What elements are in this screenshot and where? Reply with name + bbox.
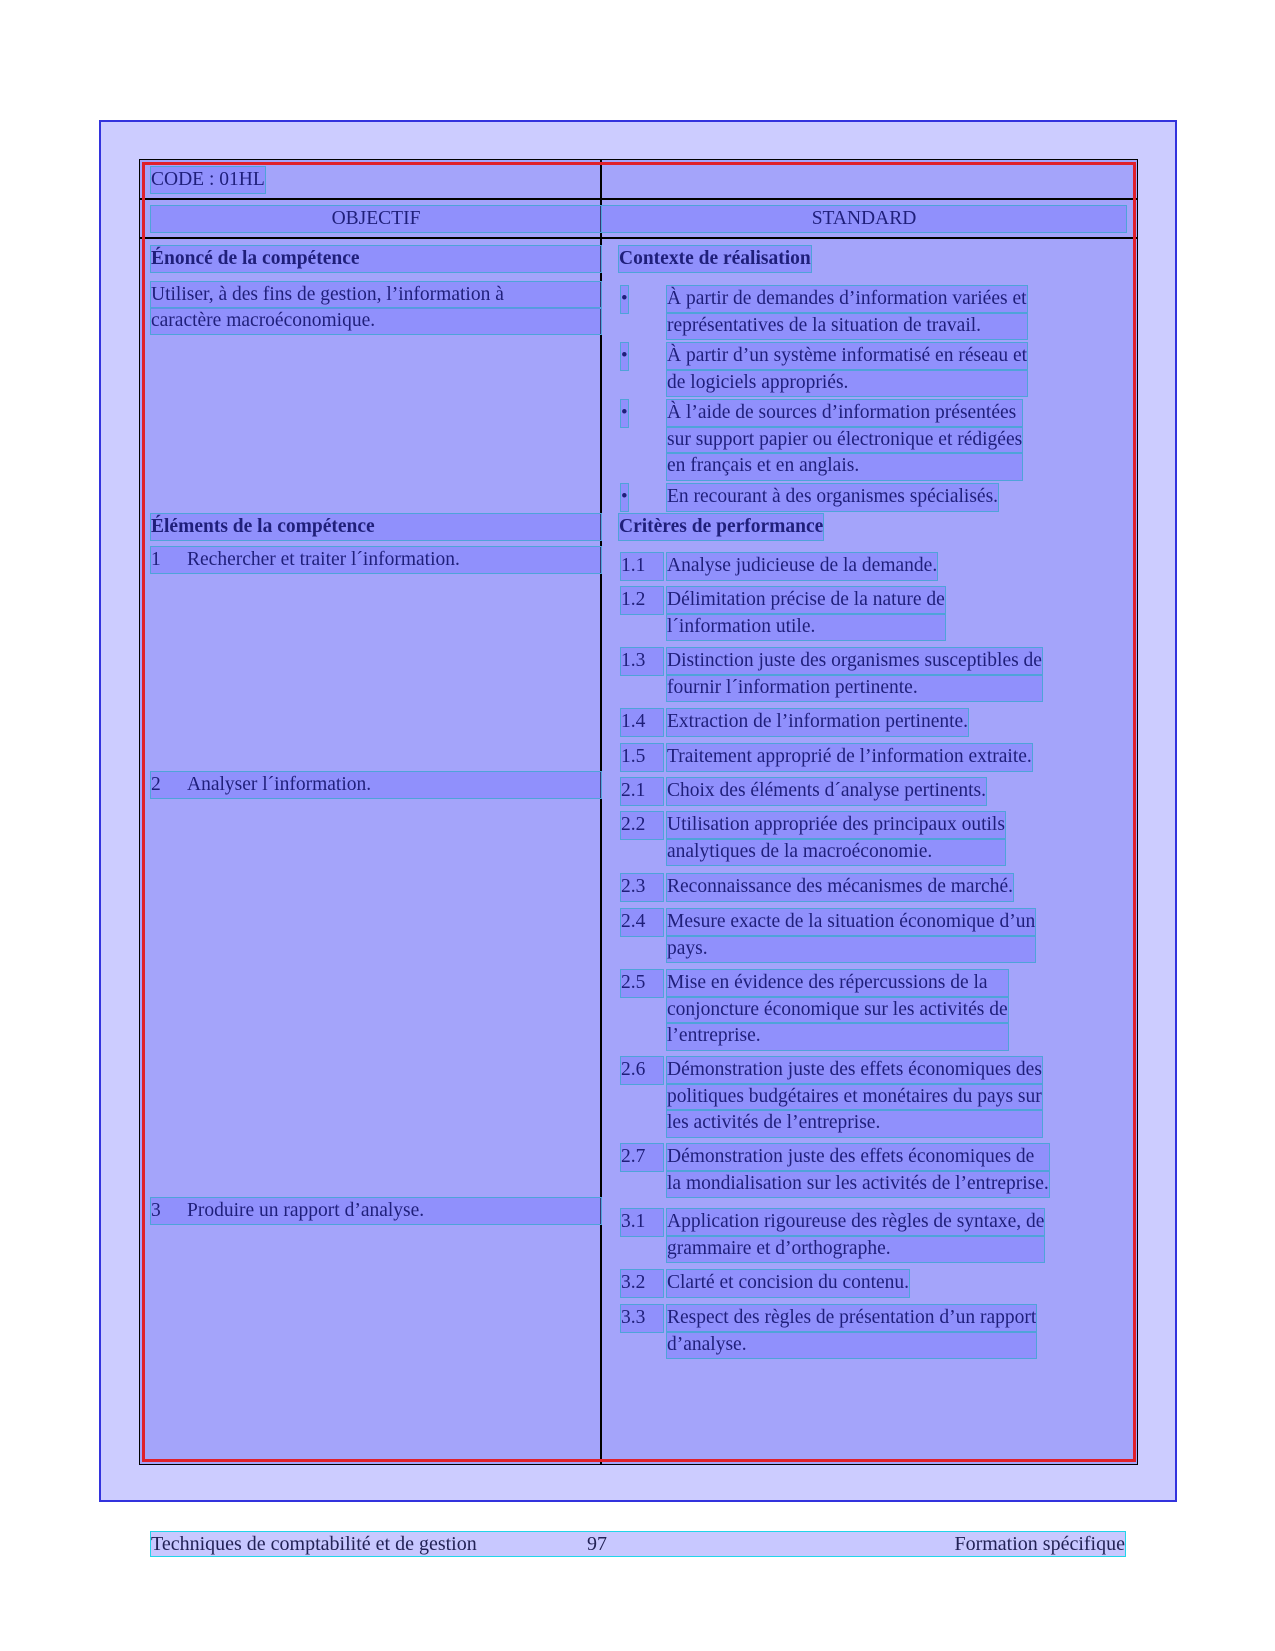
critere-line: Extraction de l’information pertinente.: [667, 709, 968, 736]
critere-line: politiques budgétaires et monétaires du pays sur: [667, 1084, 1042, 1111]
critere-line: analytiques de la macroéconomie.: [667, 839, 1005, 866]
page-footer: [151, 1532, 1125, 1556]
bullet-line: En recourant à des organismes spécialisés.: [667, 484, 998, 511]
contexte-title: Contexte de réalisation: [619, 246, 811, 272]
element-number: 3: [151, 1200, 161, 1221]
bullet-line: À l’aide de sources d’information présentées: [667, 400, 1022, 427]
bullet-line: représentatives de la situation de travail.: [667, 313, 1027, 340]
critere-line: les activités de l’entreprise.: [667, 1110, 1042, 1137]
critere-number: 2.7: [621, 1144, 663, 1171]
critere-number: 2.4: [621, 909, 663, 936]
element-text: Rechercher et traiter l´information.: [187, 549, 460, 570]
critere-line: fournir l´information pertinente.: [667, 675, 1042, 702]
footer-section: Formation spécifique: [954, 1533, 1125, 1555]
bullet-line: À partir de demandes d’information variées et: [667, 286, 1027, 313]
criteres-title: Critères de performance: [619, 514, 823, 540]
row-divider: [139, 237, 1138, 239]
critere-line: pays.: [667, 936, 1035, 963]
critere-line: Délimitation précise de la nature de: [667, 587, 945, 614]
standard-header: STANDARD: [602, 206, 1126, 232]
critere-number: 3.2: [621, 1270, 663, 1297]
critere-number: 2.3: [621, 874, 663, 901]
critere-line: l’entreprise.: [667, 1023, 1008, 1050]
critere-number: 3.3: [621, 1305, 663, 1332]
critere-line: d’analyse.: [667, 1332, 1036, 1359]
element-number: 2: [151, 774, 161, 795]
enonce-line: Utiliser, à des fins de gestion, l’information à: [151, 282, 601, 308]
bullet-icon: •: [621, 484, 628, 511]
element-item: [151, 547, 601, 573]
critere-number: 1.2: [621, 587, 663, 614]
bullet-icon: •: [621, 286, 628, 313]
column-divider: [600, 159, 602, 1465]
code-label: CODE : 01HL: [151, 167, 265, 193]
critere-line: Application rigoureuse des règles de syntaxe, de: [667, 1209, 1044, 1236]
critere-number: 2.2: [621, 812, 663, 839]
critere-number: 1.4: [621, 709, 663, 736]
critere-line: Analyse judicieuse de la demande.: [667, 553, 937, 580]
objective-header: OBJECTIF: [151, 206, 601, 232]
critere-line: Reconnaissance des mécanismes de marché.: [667, 874, 1013, 901]
critere-number: 1.1: [621, 553, 663, 580]
critere-number: 2.1: [621, 778, 663, 805]
critere-line: Mesure exacte de la situation économique d’un: [667, 909, 1035, 936]
critere-line: Distinction juste des organismes susceptibles de: [667, 648, 1042, 675]
critere-line: l´information utile.: [667, 614, 945, 641]
element-number: 1: [151, 549, 161, 570]
critere-line: Traitement approprié de l’information extraite.: [667, 744, 1032, 771]
enonce-line: caractère macroéconomique.: [151, 308, 601, 334]
bullet-line: en français et en anglais.: [667, 453, 1022, 480]
critere-line: Mise en évidence des répercussions de la: [667, 970, 1008, 997]
element-item: [151, 772, 601, 798]
critere-line: Respect des règles de présentation d’un rapport: [667, 1305, 1036, 1332]
critere-line: conjoncture économique sur les activités de: [667, 997, 1008, 1024]
bullet-line: de logiciels appropriés.: [667, 370, 1027, 397]
page-number: 97: [587, 1533, 607, 1555]
elements-title: Éléments de la compétence: [151, 514, 601, 540]
critere-line: Utilisation appropriée des principaux outils: [667, 812, 1005, 839]
element-text: Produire un rapport d’analyse.: [187, 1200, 425, 1221]
critere-number: 2.5: [621, 970, 663, 997]
bullet-line: sur support papier ou électronique et rédigées: [667, 427, 1022, 454]
critere-line: la mondialisation sur les activités de l’entreprise.: [667, 1171, 1049, 1198]
critere-line: Démonstration juste des effets économiques de: [667, 1144, 1049, 1171]
element-text: Analyser l´information.: [187, 774, 372, 795]
critere-line: Clarté et concision du contenu.: [667, 1270, 909, 1297]
critere-number: 1.3: [621, 648, 663, 675]
critere-number: 1.5: [621, 744, 663, 771]
enonce-title: Énoncé de la compétence: [151, 246, 601, 272]
bullet-icon: •: [621, 400, 628, 427]
critere-line: grammaire et d’orthographe.: [667, 1236, 1044, 1263]
footer-program: Techniques de comptabilité et de gestion: [151, 1533, 477, 1555]
bullet-icon: •: [621, 343, 628, 370]
critere-number: 3.1: [621, 1209, 663, 1236]
critere-line: Choix des éléments d´analyse pertinents.: [667, 778, 986, 805]
bullet-line: À partir d’un système informatisé en réseau et: [667, 343, 1027, 370]
critere-line: Démonstration juste des effets économiques des: [667, 1057, 1042, 1084]
element-item: [151, 1198, 601, 1224]
critere-number: 2.6: [621, 1057, 663, 1084]
row-divider: [139, 198, 1138, 200]
